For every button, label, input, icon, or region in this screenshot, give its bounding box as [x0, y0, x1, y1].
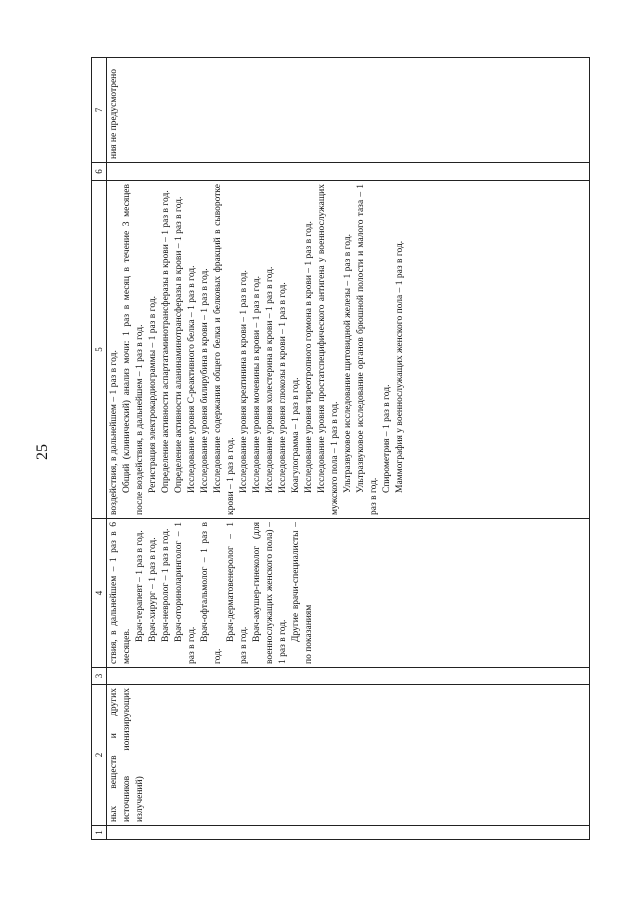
cell-text: ствия, в дальнейшем – 1 раз в 6 месяцев.: [109, 522, 132, 664]
examination-table: [91, 57, 590, 840]
cell-text: ния не предусмотрено: [109, 68, 119, 159]
cell-text: Исследование уровня холестерина в крови – 1 раз в год.: [265, 266, 275, 493]
cell-text: Ультразвуковое исследование органов брюшной полости и малого таза – 1 раз в год.: [356, 184, 379, 515]
header-cell: 5: [92, 181, 107, 519]
cell-text: Врач-офтальмолог – 1 раз в год.: [200, 522, 223, 664]
header-cell: 4: [92, 519, 107, 668]
cell-text: Исследование уровня простатспецифического антигена у военнослужащих мужского пола – 1 раз в год.: [317, 184, 340, 515]
table-row: [107, 58, 590, 840]
cell-text: Врач-оториноларинголог – 1 раз в год.: [174, 522, 197, 664]
cell-text: Врач-терапевт – 1 раз в год.: [135, 530, 145, 642]
cell-text: Ультразвуковое исследование щитовидной железы – 1 раз в год.: [343, 234, 353, 493]
cell-col6: [107, 163, 590, 181]
cell-text: Врач-дерматовенеролог – 1 раз в год.: [226, 522, 249, 664]
page-number-wrap: [28, 436, 58, 466]
cell-text: Регистрация электрокардиограммы – 1 раз в год.: [148, 295, 158, 493]
cell-text: ных веществ и других источников ионизирующих излучений): [109, 688, 145, 822]
cell-text: Определение активности аспартатаминотрансферазы в крови – 1 раз в год.: [161, 190, 171, 493]
cell-col3: [107, 668, 590, 685]
cell-text: Исследование уровня глюкозы в крови – 1 раз в год.: [278, 282, 288, 493]
cell-text: Исследование уровня мочевины в крови – 1 раз в год.: [252, 275, 262, 493]
cell-text: Другие врачи-специалисты – по показаниям: [291, 522, 314, 664]
page-number: 25: [34, 444, 51, 460]
header-cell: 6: [92, 163, 107, 181]
cell-col7: [107, 58, 590, 163]
cell-text: Спирометрия – 1 раз в год.: [382, 384, 392, 493]
header-cell: 3: [92, 668, 107, 685]
cell-text: Исследование уровня С-реактивного белка – 1 раз в год.: [187, 265, 197, 493]
document-table-container: [91, 65, 590, 840]
header-cell: 2: [92, 685, 107, 826]
cell-text: Исследование уровня билирубина в крови – 1 раз в год.: [200, 268, 210, 493]
cell-text: Исследование уровня тиреотропного гормона в крови – 1 раз в год.: [304, 221, 314, 493]
header-row: [92, 58, 107, 840]
cell-col1: [107, 826, 590, 840]
cell-text: Исследование содержания общего белка и белковых фракций в сыворотке крови – 1 раз в год.: [213, 184, 236, 515]
rotated-table: [91, 65, 590, 840]
cell-text: Врач-невролог – 1 раз в год.: [161, 528, 171, 642]
cell-col5: [107, 181, 590, 519]
cell-text: Общий (клинический) анализ мочи: 1 раз в месяц в течение 3 месяцев после воздействия, в дальнейшем – 1 раз в год.: [122, 184, 145, 515]
cell-text: Врач-акушер-гинеколог (для военнослужащих женского пола) – 1 раз в год.: [252, 522, 288, 664]
cell-text: Маммография у военнослужащих женского пола – 1 раз в год.: [395, 240, 405, 493]
cell-text: воздействия, в дальнейшем – 1 раз в год.: [109, 350, 119, 515]
header-cell: 7: [92, 58, 107, 163]
cell-text: Коагулограмма – 1 раз в год.: [291, 377, 301, 493]
cell-col4: [107, 519, 590, 668]
cell-text: Исследование уровня креатинина в крови – 1 раз в год.: [239, 270, 249, 493]
cell-col2: [107, 685, 590, 826]
header-cell: 1: [92, 826, 107, 840]
cell-text: Определение активности аланинаминотрансферазы в крови – 1 раз в год.: [174, 196, 184, 493]
cell-text: Врач-хирург – 1 раз в год.: [148, 537, 158, 642]
